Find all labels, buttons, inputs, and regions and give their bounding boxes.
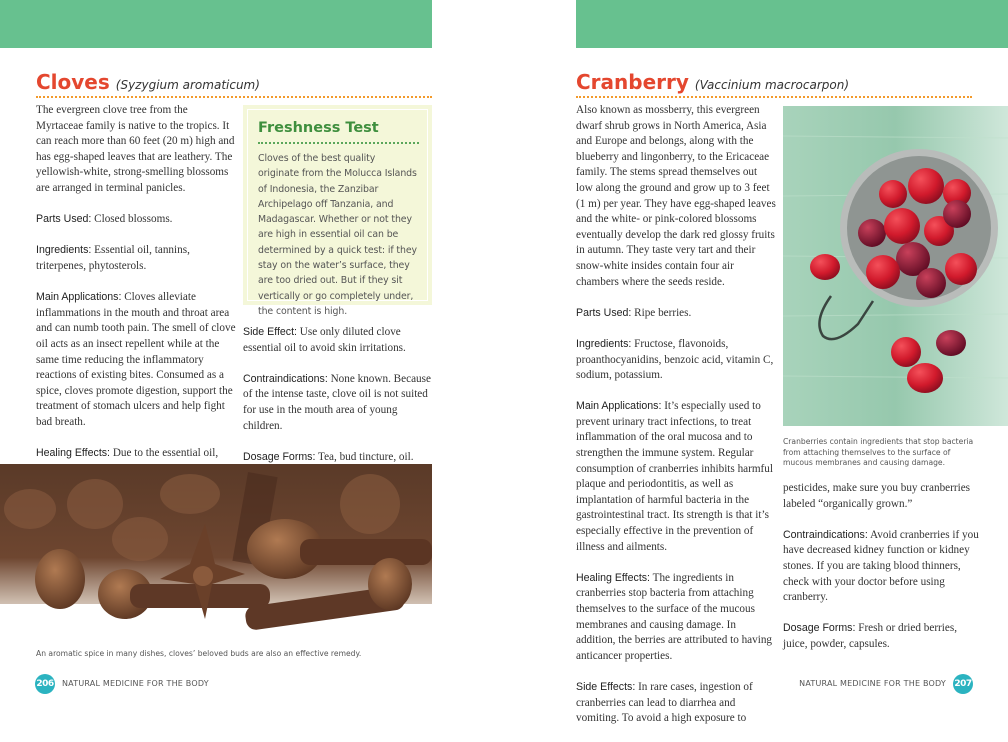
photo-caption-cranberry: Cranberries contain ingredients that stop bacteria from attaching themselves to the surface of mucous membranes and causing damage.	[783, 437, 974, 468]
section-label: Healing Effects:	[36, 447, 111, 460]
page-number-207: 207	[953, 674, 973, 694]
section-text: Fructose, flavonoids, proanthocyanidins, benzoic acid, vitamin C, sodium, potassium.	[576, 337, 774, 382]
section-label: Main Applications:	[36, 291, 122, 304]
section-healing-effects	[576, 571, 776, 665]
section-label: Main Applications:	[576, 400, 662, 413]
section-ingredients	[576, 337, 776, 384]
section-text: Closed blossoms.	[91, 213, 173, 226]
section-text: Due to the essential oil,	[112, 447, 219, 460]
cranberry-column-2	[783, 481, 983, 668]
cranberry-column-1	[576, 103, 776, 742]
section-label: Side Effects:	[576, 680, 636, 693]
header-band-right	[576, 0, 1008, 48]
section-label: Ingredients:	[36, 244, 92, 257]
entry-title-cloves	[36, 70, 260, 97]
photo-caption-cloves: An aromatic spice in many dishes, cloves’ beloved buds are also an effective remedy.	[36, 649, 362, 658]
section-text: The ingredients in cranberries stop bacteria from attaching themselves to the surface of the mucous membranes and causing damage. In addition, the berries are attributed to having anticancer properties.	[576, 571, 773, 662]
section-dosage-forms	[783, 621, 983, 652]
entry-name: Cranberry	[576, 70, 689, 94]
entry-title-cranberry	[576, 70, 849, 97]
section-side-effect	[243, 325, 437, 356]
section-label: Dosage Forms:	[243, 450, 316, 463]
cloves-column-2	[243, 325, 437, 481]
section-dosage-forms	[243, 450, 437, 466]
section-label: Healing Effects:	[576, 571, 651, 584]
title-divider	[576, 96, 972, 98]
section-main-applications	[36, 290, 236, 430]
section-text: None known. Because of the intense taste, clove oil is not suited for use in the mouth area of young children.	[243, 372, 431, 432]
section-text: Tea, bud tincture, oil.	[315, 450, 414, 463]
section-label: Contraindications:	[783, 528, 868, 541]
section-text: Fresh or dried berries, juice, powder, capsules.	[783, 622, 958, 650]
scientific-name: (Syzygium aromaticum)	[115, 78, 260, 92]
section-text: Avoid cranberries if you have decreased kidney function or kidney stones. If you are taking blood thinners, check with your doctor before using cranberry.	[783, 528, 979, 604]
section-label: Dosage Forms:	[783, 622, 856, 635]
freshness-test-inner	[247, 109, 428, 317]
cloves-photo	[0, 464, 432, 634]
section-text: In rare cases, ingestion of cranberries can lead to diarrhea and vomiting. To avoid a high exposure to	[576, 680, 753, 725]
box-title: Freshness Test	[258, 120, 379, 136]
section-parts-used	[36, 212, 236, 228]
box-text: Cloves of the best quality originate from the Molucca Islands of Indonesia, the Zanzibar Archipelago off Tanzania, and Madagascar. Whether or not they are high in essential oil can be determined by a quick test: if they stay on the water’s surface, they are too dried out. But if they sit vertically or go completely under, the content is high.	[258, 153, 417, 317]
box-divider	[258, 142, 419, 144]
section-text: Essential oil, tannins, triterpenes, phytosterols.	[36, 244, 190, 272]
section-parts-used	[576, 306, 776, 322]
section-text: Ripe berries.	[631, 306, 692, 319]
section-main-applications	[576, 399, 776, 555]
section-ingredients	[36, 243, 236, 274]
running-footer-right: NATURAL MEDICINE FOR THE BODY	[799, 679, 946, 688]
running-footer-left: NATURAL MEDICINE FOR THE BODY	[62, 679, 209, 688]
scientific-name: (Vaccinium macrocarpon)	[694, 78, 850, 92]
section-label: Ingredients:	[576, 337, 632, 350]
header-band-left	[0, 0, 432, 48]
intro-paragraph: Also known as mossberry, this evergreen dwarf shrub grows in North America, Asia and Europe and belongs, along with the blueberry and lingonberry, to the Ericaceae family. The stems spread themselves out low along the ground and grow up to 3 feet (1 m) per year. They have egg-shaped leaves and the white- or pink-colored blossoms eventually develop the dark red glossy fruits in autumn. They taste very tart and their snow-white insides contain four air chambers where the seeds reside.	[576, 104, 776, 288]
title-divider	[36, 96, 432, 98]
section-label: Contraindications:	[243, 372, 328, 385]
section-contraindications	[243, 372, 437, 434]
section-label: Parts Used:	[576, 306, 632, 319]
section-text: Use only diluted clove essential oil to avoid skin irritations.	[243, 326, 406, 354]
page-number-206: 206	[35, 674, 55, 694]
cranberry-photo	[783, 106, 1008, 426]
entry-name: Cloves	[36, 70, 110, 94]
freshness-test-box	[243, 105, 432, 317]
intro-paragraph: The evergreen clove tree from the Myrtaceae family is native to the tropics. It can reach more than 60 feet (20 m) high and has egg-shaped leaves that are leathery. The yellowish-white, strong-smelling blossoms are arranged in terminal panicles.	[36, 104, 235, 194]
section-label: Side Effect:	[243, 326, 297, 338]
section-text: Cloves alleviate inflammations in the mouth and throat area and can numb tooth pain. The smell of clove oil acts as an insect repellent while at the same time reducing the inflammatory reactions of existing bites. Consumed as a spice, cloves promote digestion, support the treatment of stomach ulcers and help fight bad breath.	[36, 291, 236, 428]
cloves-column-1	[36, 103, 236, 508]
section-contraindications	[783, 528, 983, 606]
section-label: Parts Used:	[36, 213, 92, 226]
continued-paragraph: pesticides, make sure you buy cranberries labeled “organically grown.”	[783, 482, 971, 510]
section-text: It’s especially used to prevent urinary tract infections, to treat inflammation of the oral mucosa and to strengthen the immune system. Regular consumption of cranberries inhibits harmful plaque and periodontitis, as well as implantation of harmful bacteria in the gastrointestinal tract. Its strength is that it’s especially effective in the prevention of illness and ailments.	[576, 400, 773, 553]
